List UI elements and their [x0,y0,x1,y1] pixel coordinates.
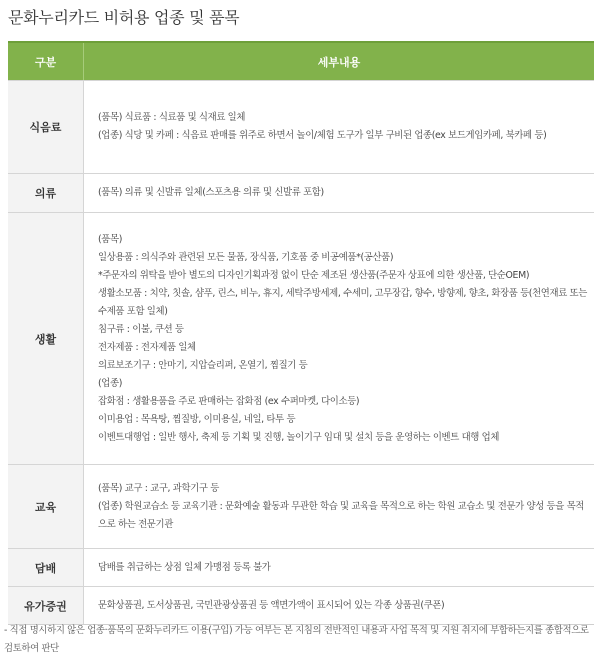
detail-line: 이벤트대행업 : 일반 행사, 축제 등 기획 및 진행, 놀이기구 임대 및 설치 등을 운영하는 이벤트 대행 업체 [98,431,500,443]
detail-line: (품목) 교구 : 교구, 과학기구 등 [98,482,219,494]
detail-line: 잡화점 : 생활용품을 주로 판매하는 잡화점 (ex 수퍼마켓, 다이소등) [98,395,360,407]
table-row-clothing [8,173,594,212]
detail-line: 이미용업 : 목욕탕, 찜질방, 이미용실, 네일, 타투 등 [98,413,296,425]
row-details [84,465,594,548]
detail-line: (품목) [98,233,123,245]
detail-line: 일상용품 : 의식주와 관련된 모든 물품, 장식품, 기호품 중 비공예품*(공산품) [98,251,394,263]
page-title: 문화누리카드 비허용 업종 및 품목 [8,8,240,27]
detail-line: (품목) 의류 및 신발류 일체(스포츠용 의류 및 신발류 포함) [98,187,324,198]
detail-line: (업종) 학원교습소 등 교육기관 : 문화예술 활동과 무관한 학습 및 교육을 목적으로 하는 학원 교습소 및 전문가 양성 등을 목적으로 하는 전문기관 [98,500,585,530]
row-details [84,174,594,212]
detail-line: 의료보조기구 : 안마기, 지압슬리퍼, 온열기, 찜질기 등 [98,359,308,371]
row-category: 교육 [8,465,84,548]
footnote: - 직접 명시하지 않은 업종·품목의 문화누리카드 이용(구입) 가능 여부는 본 지침의 전반적인 내용과 사업 목적 및 지원 취지에 부합하는지를 종합적으로 검토하여 판단 [4,625,589,654]
detail-line: 담배를 취급하는 상점 일체 가맹점 등록 불가 [98,561,271,573]
detail-line: *주문자의 위탁을 받아 별도의 디자인기획과정 없이 단순 제조된 생산품(주문자 상표에 의한 생산품, 단순OEM) [98,269,530,281]
row-details [84,549,594,586]
table-header [8,43,594,80]
header-details: 세부내용 [83,43,594,80]
table-row-tobacco [8,548,594,586]
detail-line: 전자제품 : 전자제품 일체 [98,341,196,353]
row-category: 생활 [8,213,84,464]
row-category: 식음료 [8,81,84,173]
table-row-food [8,80,594,173]
detail-line: (업종) [98,377,123,389]
detail-line: 문화상품권, 도서상품권, 국민관광상품권 등 액면가액이 표시되어 있는 각종 상품권(쿠폰) [98,599,445,611]
table-row-living [8,212,594,464]
table-row-education [8,464,594,548]
table-row-securities [8,586,594,624]
detail-line: 생활소모품 : 치약, 칫솔, 샴푸, 린스, 비누, 휴지, 세탁주방세제, 수세미, 고무장갑, 향수, 방향제, 향초, 화장품 등(천연재료 또는 수제품 포함 일체) [98,287,587,317]
row-details [84,213,594,464]
row-category: 유가증권 [8,587,84,624]
row-details [84,587,594,624]
header-category: 구분 [34,55,57,69]
detail-line: 침구류 : 이불, 쿠션 등 [98,323,184,335]
restriction-table [8,41,594,625]
row-category: 담배 [8,549,84,586]
row-details [84,81,594,173]
detail-line: (업종) 식당 및 카페 : 식음료 판매를 위주로 하면서 놀이/체험 도구가 일부 구비된 업종(ex 보드게임카페, 북카페 등) [98,130,547,141]
detail-line: (품목) 식료품 : 식료품 및 식재료 일체 [98,112,246,123]
row-category: 의류 [8,174,84,212]
